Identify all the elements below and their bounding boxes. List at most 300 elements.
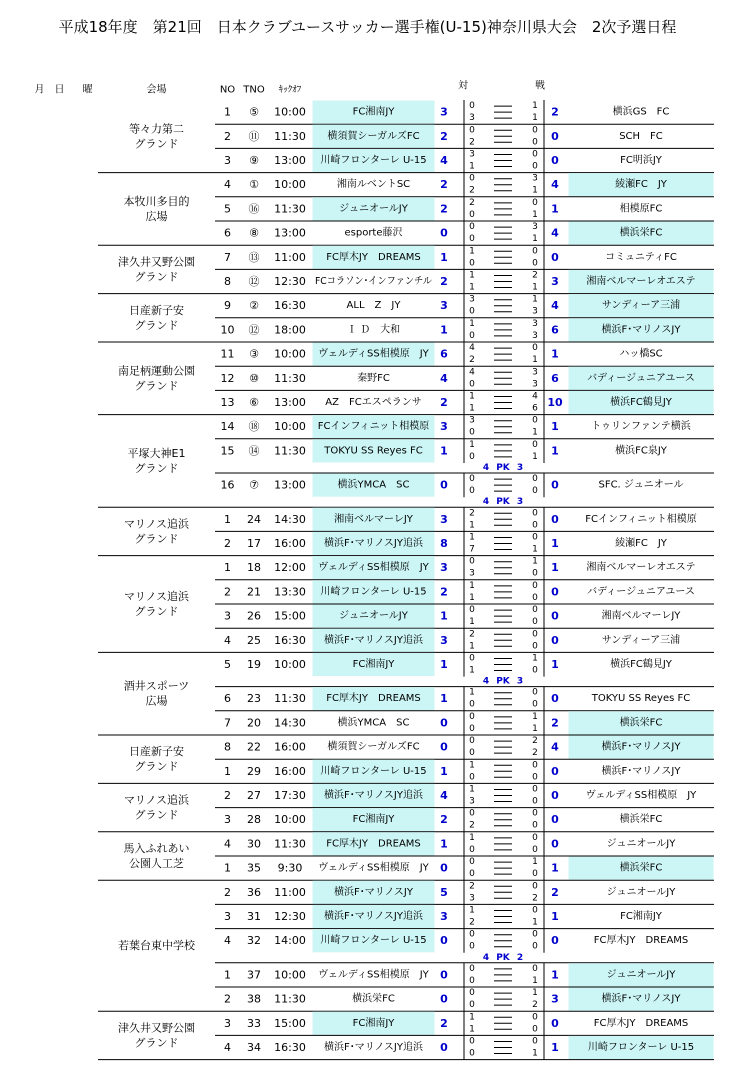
match-7-away-score: 0 [551,250,559,264]
match-33-half1-home: 1 [469,905,475,916]
match-24-kickoff: 11:30 [274,692,306,706]
match-7-away-team: コミュニティFC [605,251,677,263]
match-23-half2-home: 1 [469,665,475,676]
match-17-away-team: FCインフィニット相模原 [585,513,697,525]
match-15-tno: ⑭ [248,444,260,458]
match-19-half1-away: 1 [532,556,538,567]
match-27-half1-home: 1 [469,760,475,771]
match-25-away-score: 2 [551,716,559,730]
match-32-half1-away: 0 [532,881,538,892]
match-4-half1-away: 3 [532,173,538,184]
match-22-home-score: 3 [440,633,448,647]
match-30-no: 4 [224,837,231,851]
match-36-half1-home: 0 [469,988,475,999]
match-14-half1-away: 0 [532,415,538,426]
match-27-away-score: 0 [551,764,559,778]
match-27-half2-away: 0 [532,772,538,783]
match-25-half2-home: 0 [469,723,475,734]
match-33-no: 3 [224,910,231,923]
match-34-kickoff: 14:00 [274,934,306,948]
match-18-away-score: 1 [551,537,559,550]
schedule-table [22,80,714,1074]
match-19-half2-away: 0 [532,568,538,579]
match-34-half1-home: 0 [469,929,475,940]
match-23-tno: 19 [247,658,261,671]
match-17-kickoff: 14:30 [274,512,306,526]
match-19-half1-home: 0 [469,556,475,567]
venue-6-line-1: 平塚大神E1 [127,446,186,460]
match-5-half1-home: 2 [469,197,475,208]
match-23-kickoff: 10:00 [274,658,306,671]
match-13-away-score: 10 [547,396,563,409]
match-1-half1-away: 1 [532,101,538,112]
match-18-no: 2 [224,537,231,550]
match-28-half1-home: 1 [469,784,475,795]
match-16-half2-home: 0 [469,486,475,497]
match-29-home-team: FC湘南JY [352,814,395,826]
match-11-half1-home: 4 [469,343,475,354]
match-7-home-team: FC厚木JY DREAMS [326,251,421,263]
match-12-half1-away: 3 [532,367,538,378]
match-9-tno: ② [249,299,259,313]
match-15-home-team: TOKYU SS Reyes FC [324,445,423,457]
venue-7-line-1: マリノス追浜 [123,517,190,531]
match-38-home-team: 横浜F･マリノスJY追浜 [323,1042,424,1053]
match-13-kickoff: 13:00 [274,396,306,409]
match-37-away-score: 0 [551,1016,559,1030]
match-25-home-score: 0 [440,716,448,730]
match-2-no: 2 [224,129,231,143]
match-29-half2-home: 2 [469,820,475,831]
match-3-half1-away: 0 [532,149,538,160]
match-17-tno: 24 [247,512,261,526]
venue-8-line-2: グランド [134,605,179,618]
match-27-home-team: 川崎フロンターレ U-15 [320,765,427,777]
header-taisen-2: 戦 [535,80,545,92]
match-35-half2-home: 0 [469,975,475,986]
match-11-kickoff: 10:00 [274,347,306,361]
match-26-home-score: 0 [440,740,448,754]
match-12-tno: ⑩ [249,371,259,385]
venue-1-line-1: 等々力第二 [129,122,184,136]
match-12-away-team: バディージュニアユース [587,372,695,384]
match-29-no: 3 [224,813,231,827]
match-3-away-score: 0 [551,154,559,167]
match-9-no: 9 [224,299,231,313]
match-22-half2-away: 0 [532,641,538,652]
match-1-tno: ⑤ [249,105,259,119]
venue-9-line-2: 広場 [145,694,168,708]
match-6-away-team: 横浜栄FC [619,227,663,239]
match-27-half2-home: 0 [469,772,475,783]
match-4-half2-away: 1 [532,185,538,196]
match-35-half1-home: 0 [469,963,475,974]
match-18-half1-away: 0 [532,532,538,543]
match-34-away-score: 0 [551,934,559,948]
match-38-away-score: 1 [551,1041,559,1054]
venue-12-line-2: 公園人工芝 [129,857,184,870]
match-7-half2-away: 0 [532,258,538,269]
match-22-half1-away: 0 [532,629,538,640]
match-9-half1-away: 1 [532,294,538,305]
match-24-no: 6 [224,692,231,706]
match-16-pk-away: 3 [516,497,524,508]
match-38-home-score: 0 [440,1041,448,1054]
match-33-home-score: 3 [440,910,448,923]
match-20-away-score: 0 [551,585,559,599]
match-30-tno: 30 [247,837,261,851]
match-1-kickoff: 10:00 [274,105,306,119]
match-32-half2-home: 3 [469,893,475,904]
match-5-half2-home: 0 [469,209,475,220]
venue-11-line-2: グランド [134,808,179,822]
match-25-tno: 20 [247,716,261,730]
match-12-half1-home: 4 [469,367,475,378]
match-21-tno: 26 [247,609,261,623]
venue-9-line-1: 酒井スポーツ [123,679,190,693]
match-24-tno: 23 [247,692,261,706]
match-38-half1-away: 0 [532,1036,538,1047]
match-6-half1-home: 0 [469,222,475,233]
match-4-home-team: 湘南ルベントSC [336,179,411,191]
match-5-tno: ⑯ [248,202,260,216]
match-36-half2-home: 0 [469,1000,475,1011]
match-5-no: 5 [224,202,231,216]
match-1-away-score: 2 [551,105,559,119]
match-1-no: 1 [224,105,231,119]
header-kickoff: ｷｯｸｵﾌ [278,85,302,95]
match-2-home-score: 2 [440,129,448,143]
match-21-no: 3 [224,609,231,623]
match-34-pk-label: PK [496,952,510,963]
match-11-away-score: 1 [551,347,559,361]
venue-14-line-1: 津久井又野公園 [118,1021,195,1035]
match-20-no: 2 [224,585,231,599]
match-14-away-team: トゥリンファンテ横浜 [591,421,691,433]
match-35-half2-away: 1 [532,975,538,986]
match-9-away-score: 4 [551,299,559,313]
match-16-away-score: 0 [551,478,559,492]
match-16-home-score: 0 [440,478,448,492]
match-21-half2-home: 1 [469,617,475,628]
match-10-no: 10 [220,323,235,337]
match-26-half2-home: 0 [469,748,475,759]
match-18-home-team: 横浜F･マリノスJY追浜 [323,538,424,549]
match-15-half2-home: 0 [469,451,475,462]
match-26-home-team: 横須賀シーガルズFC [327,741,420,753]
match-3-half1-home: 3 [469,149,475,160]
match-10-half1-away: 3 [532,318,538,329]
match-23-half1-home: 0 [469,653,475,664]
match-22-away-team: サンディーア三浦 [601,634,681,646]
match-19-away-team: 湘南ベルマーレオエステ [586,562,696,574]
match-35-tno: 37 [247,968,261,982]
match-22-home-team: 横浜F･マリノスJY追浜 [323,634,424,646]
match-21-away-team: 湘南ベルマーレJY [601,610,681,622]
match-8-home-team: FCコラソン･インファンチル [315,276,443,287]
match-32-away-team: ジュニオールJY [606,886,676,898]
match-19-tno: 18 [247,561,261,575]
match-15-pk-home: 4 [482,463,490,473]
match-2-away-team: SCH FC [619,130,663,142]
match-8-half1-away: 2 [532,270,538,281]
match-19-no: 1 [224,561,231,575]
match-4-away-team: 綾瀬FC JY [615,179,667,191]
match-14-home-score: 3 [440,420,448,434]
match-6-half1-away: 3 [532,222,538,233]
match-15-no: 15 [220,444,235,458]
match-15-half2-away: 1 [532,451,538,462]
match-37-home-score: 2 [440,1016,448,1030]
match-24-home-score: 1 [440,692,448,706]
match-11-half2-away: 1 [532,355,538,366]
match-10-half2-away: 3 [532,330,538,341]
match-34-no: 4 [224,934,231,948]
match-32-kickoff: 11:00 [274,885,306,899]
match-35-away-score: 1 [551,968,559,982]
venue-4-line-2: グランド [134,318,179,332]
match-8-half2-home: 1 [469,282,475,293]
match-30-away-score: 0 [551,837,559,851]
match-16-half1-home: 0 [469,474,475,485]
match-14-half2-home: 0 [469,427,475,438]
match-18-half2-home: 7 [469,544,475,555]
match-9-half2-home: 0 [469,306,475,317]
match-29-half1-away: 0 [532,808,538,819]
match-17-half2-away: 0 [532,520,538,531]
match-32-tno: 36 [247,885,261,899]
match-22-kickoff: 16:30 [274,633,306,647]
match-10-away-team: 横浜F･マリノスJY [601,324,681,336]
match-28-half2-away: 0 [532,796,538,807]
match-20-kickoff: 13:30 [274,585,306,599]
match-12-home-score: 4 [440,371,448,385]
match-24-half2-away: 0 [532,699,538,710]
match-30-half2-away: 0 [532,844,538,855]
match-11-no: 11 [220,347,235,361]
match-16-half2-away: 0 [532,486,538,497]
match-3-home-score: 4 [440,154,448,167]
match-16-pk-label: PK [496,497,510,508]
match-17-half1-away: 0 [532,508,538,519]
venue-11-line-1: マリノス追浜 [123,793,190,807]
match-20-half2-away: 0 [532,592,538,603]
match-27-home-score: 1 [440,764,448,778]
match-25-no: 7 [224,716,231,730]
match-30-kickoff: 11:30 [274,837,306,851]
match-13-tno: ⑥ [249,396,259,409]
match-10-tno: ⑫ [248,323,260,337]
match-22-half1-home: 2 [469,629,475,640]
match-31-half2-home: 0 [469,869,475,880]
match-38-half2-away: 1 [532,1048,538,1059]
match-31-half1-home: 0 [469,857,475,868]
venue-10-line-2: グランド [134,760,179,774]
match-2-tno: ⑪ [248,129,260,143]
match-33-half2-home: 2 [469,917,475,928]
match-15-kickoff: 11:30 [274,444,306,458]
match-33-half1-away: 0 [532,905,538,916]
match-32-no: 2 [224,885,231,899]
match-7-kickoff: 11:00 [274,250,306,264]
match-36-home-team: 横浜栄FC [352,993,395,1005]
match-7-half1-home: 1 [469,246,475,257]
match-4-tno: ① [249,178,259,192]
match-12-kickoff: 11:30 [274,371,306,385]
match-18-tno: 17 [247,537,261,550]
match-28-away-team: ヴェルディSS相模原 JY [585,790,697,801]
match-26-away-team: 横浜F･マリノスJY [601,741,681,753]
match-5-away-team: 相模原FC [619,203,663,215]
match-35-no: 1 [224,968,231,982]
match-23-away-score: 1 [551,658,559,671]
match-9-away-team: サンディーア三浦 [601,300,681,312]
match-2-kickoff: 11:30 [274,129,306,143]
match-37-kickoff: 15:00 [274,1016,306,1030]
match-13-away-team: 横浜FC鶴見JY [610,397,672,408]
match-15-away-team: 横浜FC泉JY [615,445,667,457]
match-26-tno: 22 [247,740,261,754]
match-25-half2-away: 1 [532,723,538,734]
match-25-home-team: 横浜YMCA SC [337,717,410,729]
venue-10-line-1: 日産新子安 [129,745,184,759]
match-20-half1-home: 1 [469,580,475,591]
match-12-home-team: 秦野FC [357,372,390,384]
match-27-kickoff: 16:00 [274,764,306,778]
match-34-home-team: 川崎フロンターレ U-15 [320,935,427,947]
match-16-kickoff: 13:00 [274,478,306,492]
match-29-away-score: 0 [551,813,559,827]
match-31-no: 1 [224,861,231,875]
match-23-pk-home: 4 [482,676,490,687]
match-10-home-team: Ｉ Ｄ 大和 [346,324,401,336]
match-8-no: 8 [224,275,231,288]
match-18-half1-home: 1 [469,532,475,543]
match-17-no: 1 [224,512,231,526]
header-no: NO [219,84,236,96]
match-1-half2-away: 1 [532,113,538,124]
match-6-kickoff: 13:00 [274,226,306,240]
match-13-no: 13 [220,396,235,409]
match-17-home-team: 湘南ベルマーレJY [334,513,413,525]
match-22-away-score: 0 [551,633,559,647]
match-33-away-team: FC湘南JY [620,911,662,922]
match-28-home-team: 横浜F･マリノスJY追浜 [323,790,424,801]
match-28-home-score: 4 [440,789,448,802]
match-20-home-team: 川崎フロンターレ U-15 [320,586,427,598]
match-4-half2-home: 2 [469,185,475,196]
venue-2-line-1: 本牧川多目的 [123,194,190,208]
match-2-half1-home: 0 [469,125,475,136]
match-24-half1-away: 0 [532,687,538,698]
match-3-half2-home: 1 [469,161,475,172]
match-35-away-team: ジュニオールJY [606,969,676,981]
match-30-home-score: 1 [440,837,448,851]
match-11-home-team: ヴェルディSS相模原 JY [318,348,429,360]
match-5-kickoff: 11:30 [274,202,306,216]
match-7-tno: ⑬ [248,250,260,264]
venue-3-line-1: 津久井又野公園 [118,255,195,269]
match-18-home-score: 8 [440,537,448,550]
match-23-pk-label: PK [496,676,510,687]
match-30-half1-home: 1 [469,832,475,843]
match-27-half1-away: 0 [532,760,538,771]
venue-8-line-1: マリノス追浜 [123,590,190,603]
match-38-kickoff: 16:30 [274,1041,306,1054]
match-24-away-score: 0 [551,692,559,706]
match-10-home-score: 1 [440,323,448,337]
match-4-away-score: 4 [551,178,559,192]
match-34-half2-away: 0 [532,941,538,952]
match-6-home-score: 0 [440,226,448,240]
match-19-kickoff: 12:00 [274,561,306,575]
match-16-away-team: SFC. ジュニオール [598,479,684,491]
match-23-pk-away: 3 [516,676,524,687]
match-31-half1-away: 1 [532,857,538,868]
match-37-tno: 33 [247,1016,261,1030]
match-4-no: 4 [224,178,231,192]
match-8-away-score: 3 [551,275,559,288]
match-22-no: 4 [224,633,231,647]
match-32-away-score: 2 [551,885,559,899]
match-37-half2-away: 0 [532,1024,538,1035]
match-6-half2-away: 1 [532,234,538,245]
match-30-half2-home: 0 [469,844,475,855]
match-26-no: 8 [224,740,231,754]
match-36-kickoff: 11:30 [274,992,306,1006]
match-10-kickoff: 18:00 [274,323,306,337]
match-5-home-score: 2 [440,202,448,216]
match-34-pk-home: 4 [482,952,490,963]
venue-13-line-1: 若葉台東中学校 [118,939,195,953]
match-11-tno: ③ [249,347,259,361]
match-28-tno: 27 [247,789,261,802]
match-31-half2-away: 0 [532,869,538,880]
match-3-kickoff: 13:00 [274,154,306,167]
match-36-home-score: 0 [440,992,448,1006]
match-12-away-score: 6 [551,371,559,385]
match-30-home-team: FC厚木JY DREAMS [326,838,421,850]
match-6-half2-home: 0 [469,234,475,245]
match-3-home-team: 川崎フロンターレ U-15 [320,155,427,166]
match-30-half1-away: 0 [532,832,538,843]
header-venue: 会場 [146,84,167,96]
match-9-half1-home: 3 [469,294,475,305]
match-1-half2-home: 3 [469,113,475,124]
match-8-half2-away: 1 [532,282,538,293]
match-27-away-team: 横浜F･マリノスJY [601,765,681,777]
match-16-pk-home: 4 [482,497,490,508]
match-24-half2-home: 0 [469,699,475,710]
venue-3-line-2: グランド [134,270,179,284]
match-6-tno: ⑧ [249,226,259,240]
match-36-half2-away: 2 [532,1000,538,1011]
match-14-kickoff: 10:00 [274,420,306,434]
match-34-tno: 32 [247,934,261,948]
match-38-half2-home: 0 [469,1048,475,1059]
match-28-half2-home: 3 [469,796,475,807]
match-20-away-team: バディージュニアユース [587,586,695,598]
match-3-away-team: FC明浜JY [620,155,662,166]
match-37-half1-home: 1 [469,1012,475,1023]
match-13-home-score: 2 [440,396,448,409]
match-25-away-team: 横浜栄FC [619,717,663,729]
match-26-away-score: 4 [551,740,559,754]
match-31-away-score: 1 [551,861,559,875]
match-18-away-team: 綾瀬FC JY [615,538,667,549]
match-29-tno: 28 [247,813,261,827]
match-36-no: 2 [224,992,231,1006]
